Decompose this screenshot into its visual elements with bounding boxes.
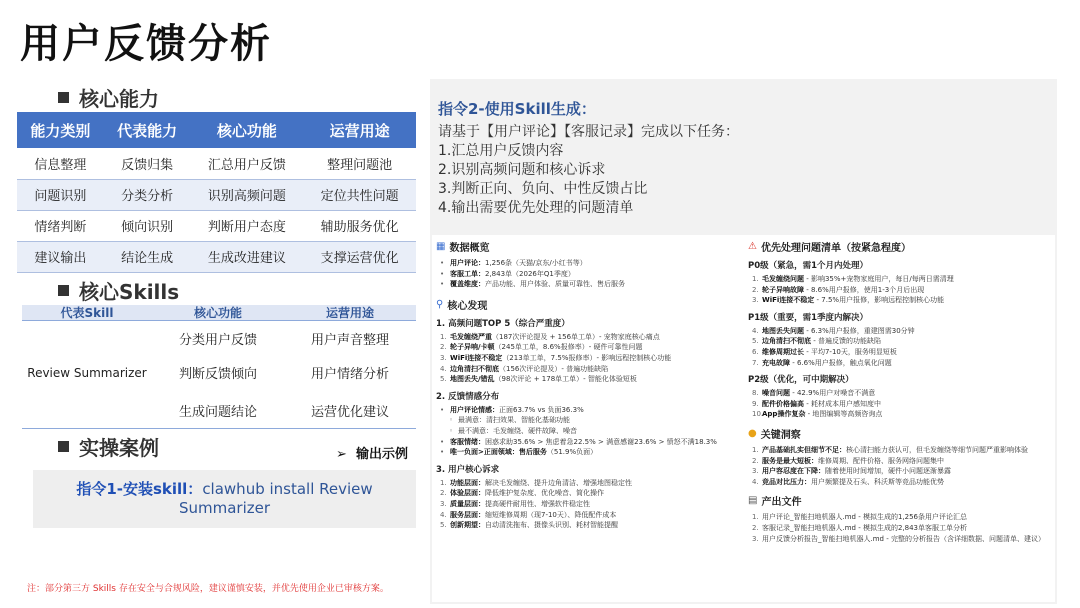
demand-heading: 3. 用户核心诉求 xyxy=(436,464,500,475)
list-item: 5. 边角清扫不彻底 - 普遍反馈的功能缺陷 xyxy=(752,337,881,346)
table-row xyxy=(17,148,416,179)
arrow-bullet-icon: ➢ xyxy=(336,447,347,462)
table-cell: 信息整理 xyxy=(17,148,104,179)
table-cell: 判断反馈倾向 xyxy=(178,367,257,382)
prompt-line: 4.输出需要优先处理的问题清单 xyxy=(438,200,634,216)
table-row xyxy=(152,329,416,348)
compliance-note: 注：部分第三方 Skills 存在安全与合规风险，建议谨慎安装，并优先使用企业已审核方案。 xyxy=(27,584,389,594)
magnifier-icon: ⚲ xyxy=(436,298,444,310)
emotion-heading: 2. 反馈情感分布 xyxy=(436,391,500,402)
list-item: 1. 功能层面：解决毛发缠绕、提升边角清洁、增强地图稳定性 xyxy=(440,478,632,487)
skill-name-cell: Review Summarizer xyxy=(27,366,147,380)
list-item: 3. WiFi连接不稳定（213单工单，7.5%报修率）- 影响远程控制核心功能 xyxy=(440,353,672,362)
list-item: 4. 竞品对比压力：用户频繁提及石头、科沃斯等竞品功能优势 xyxy=(752,477,944,486)
table-cell: 生成问题结论 xyxy=(178,405,257,420)
table-cell: 倾向识别 xyxy=(104,210,191,241)
column-header: 运营用途 xyxy=(303,112,416,148)
list-item: 4. 边角清扫不彻底（156次评论提及）- 普遍功能缺陷 xyxy=(440,364,609,373)
section-heading-text: 核心能力 xyxy=(79,87,159,111)
list-item: 6. 维修周期过长 - 平均7-10天，服务明显短板 xyxy=(752,347,897,356)
file-icon: ▤ xyxy=(748,495,758,507)
priority-level-heading: P1级（重要，需1季度内解决） xyxy=(748,312,869,323)
column-header: 代表Skill xyxy=(60,306,114,320)
table-cell: 汇总用户反馈 xyxy=(190,148,303,179)
list-item: • 覆盖维度：产品功能、用户体验、质量可靠性、售后服务 xyxy=(440,280,625,289)
overview-heading xyxy=(436,239,736,254)
table-cell: 定位共性问题 xyxy=(303,179,416,210)
insights-heading xyxy=(748,426,1053,441)
list-item: 9. 配件价格偏高 - 耗材成本用户感知度中 xyxy=(752,399,881,408)
list-item: • 用户评论：1,256条（天猫/京东/小红书等） xyxy=(440,259,587,267)
section-heading-cases xyxy=(58,432,159,461)
table-header-row xyxy=(17,112,416,148)
top5-list xyxy=(436,332,736,385)
column-header: 代表能力 xyxy=(104,112,191,148)
list-item: 4. 服务层面：缩短维修周期（现7-10天）、降低配件成本 xyxy=(440,510,617,519)
table-cell: 情绪判断 xyxy=(17,210,104,241)
column-header: 运营用途 xyxy=(325,306,374,320)
prompt-line: 3.判断正向、负向、中性反馈占比 xyxy=(438,181,648,197)
list-item: 2. 体验层面：降低维护复杂度、优化噪音、简化操作 xyxy=(440,489,604,498)
capability-table xyxy=(17,112,416,273)
command-2-prompt xyxy=(438,98,858,218)
column-header: 核心功能 xyxy=(193,306,242,320)
list-item: • 客服工单：2,843单（2026年Q1季度） xyxy=(440,269,575,278)
output-example-text: 输出示例 xyxy=(355,447,408,462)
section-heading-text: 实操案例 xyxy=(79,436,159,460)
list-item: 3. WiFi连接不稳定 - 7.5%用户报修，影响远程控制核心功能 xyxy=(752,296,945,305)
list-item: 1. 产品基础扎实但细节不足：核心清扫能力获认可，但毛发缠绕等细节问题严重影响体验 xyxy=(752,445,1028,454)
priority-level-heading: P0级（紧急，需1个月内处理） xyxy=(748,261,869,271)
list-item: 10. App操作复杂 - 地图编辑等高频咨询点 xyxy=(752,410,883,419)
table-cell: 问题识别 xyxy=(17,179,104,210)
table-cell: 整理问题池 xyxy=(303,148,416,179)
demand-list xyxy=(436,478,736,531)
prompt-line: 2.识别高频问题和核心诉求 xyxy=(438,162,606,178)
table-cell: 用户声音整理 xyxy=(310,333,389,348)
lightbulb-icon: ● xyxy=(748,427,757,439)
table-row xyxy=(17,179,416,210)
table-cell: 反馈归集 xyxy=(104,148,191,179)
bar-chart-icon: ▦ xyxy=(436,241,446,252)
list-item: • 客服情绪：困惑求助35.6% > 焦虑着急22.5% > 满意感谢23.6% > 愤怒不满18.3% xyxy=(440,437,717,446)
files-heading xyxy=(748,493,1053,508)
section-heading-core-skills xyxy=(58,276,179,305)
column-header: 能力类别 xyxy=(17,112,104,148)
table-row xyxy=(17,210,416,241)
top5-heading: 1. 高频问题TOP 5（综合严重度） xyxy=(436,318,570,329)
section-heading-core-ability xyxy=(58,83,159,112)
list-item: 3. 用户容忍度在下降：随着使用时间增加，硬件小问题逐渐暴露 xyxy=(752,467,951,476)
priority-heading xyxy=(748,239,1053,254)
table-cell: 支撑运营优化 xyxy=(303,241,416,272)
heading-text: 核心发现 xyxy=(447,300,488,312)
prompt-line: 1.汇总用户反馈内容 xyxy=(438,143,564,159)
table-cell: 辅助服务优化 xyxy=(303,210,416,241)
report-right-column xyxy=(748,235,1053,544)
list-item: 5. 地图丢失/错乱（98次评论 + 178单工单）- 智能化体验短板 xyxy=(440,375,637,384)
list-item: 2. 轮子异响故障 - 8.6%用户报修，使用1-3个月后出现 xyxy=(752,285,925,294)
table-cell: 结论生成 xyxy=(104,241,191,272)
command-1-text: clawhub install Review Summarizer xyxy=(178,480,373,517)
table-row xyxy=(17,241,416,272)
list-item: 2. 服务是最大短板：维修周期、配件价格、服务网络问题集中 xyxy=(752,456,944,465)
table-divider xyxy=(22,428,416,429)
command-2-title: 指令2-使用Skill生成： xyxy=(438,100,596,118)
table-cell: 分类分析 xyxy=(104,179,191,210)
heading-text: 关键洞察 xyxy=(760,429,801,441)
table-cell: 判断用户态度 xyxy=(190,210,303,241)
table-cell: 用户情绪分析 xyxy=(310,367,389,382)
analysis-report xyxy=(432,235,1055,602)
command-1-prefix: 指令1-安装skill： xyxy=(76,480,203,498)
list-item: 2. 客服记录_智能扫地机器人.md - 模拟生成的2,843单客服工单分析 xyxy=(752,523,968,532)
list-item: 1. 毛发缠绕问题 - 影响35%+宠物家庭用户，每日/每两日需清理 xyxy=(752,275,954,283)
heading-text: 数据概览 xyxy=(449,243,490,254)
list-item: 3. 用户反馈分析报告_智能扫地机器人.md - 完整的分析报告（含详细数据、问题清单、建议） xyxy=(752,534,1045,543)
square-bullet-icon xyxy=(58,285,69,296)
heading-text: 产出文件 xyxy=(761,497,802,509)
table-cell: 建议输出 xyxy=(17,241,104,272)
list-item: • 唯一负面>正面领域：售后服务（51.9%负面） xyxy=(440,448,598,457)
section-heading-text: 核心Skills xyxy=(79,280,180,304)
table-row xyxy=(152,363,416,382)
table-cell: 分类用户反馈 xyxy=(178,333,257,348)
warning-icon: ⚠ xyxy=(748,241,757,252)
table-cell: 识别高频问题 xyxy=(190,179,303,210)
prompt-line: 请基于【用户评论】【客服记录】完成以下任务： xyxy=(438,124,739,140)
command-1-box xyxy=(33,470,416,528)
report-left-column xyxy=(436,235,736,531)
table-cell: 生成改进建议 xyxy=(190,241,303,272)
list-item: 3. 质量层面：提高硬件耐用性、增强软件稳定性 xyxy=(440,499,590,508)
square-bullet-icon xyxy=(58,92,69,103)
emotion-list xyxy=(436,405,736,458)
table-row xyxy=(152,401,416,420)
output-example-label xyxy=(336,443,408,462)
skills-table-header xyxy=(22,305,416,321)
square-bullet-icon xyxy=(58,441,69,452)
list-item: 1. 毛发缠绕严重（187次评论提及 + 156单工单）- 宠物家庭核心痛点 xyxy=(440,332,660,341)
list-item: ◦ 最满意：清扫效果、智能化基础功能 xyxy=(449,416,570,425)
list-item: • 用户评论情感：正面63.7% vs 负面36.3% xyxy=(440,405,584,414)
findings-heading xyxy=(436,297,736,312)
list-item: 5. 创新期望：自动清洗拖布、摄像头识别、耗材智能提醒 xyxy=(440,521,618,530)
column-header: 核心功能 xyxy=(190,112,303,148)
list-item: 8. 噪音问题 - 42.9%用户对噪音不满意 xyxy=(752,389,876,398)
page-title: 用户反馈分析 xyxy=(20,21,272,67)
list-item: ◦ 最不满意：毛发缠绕、硬件故障、噪音 xyxy=(449,426,577,435)
list-item: 7. 充电故障 - 6.6%用户报修，触点氧化问题 xyxy=(752,358,892,367)
priority-level-heading: P2级（优化，可中期解决） xyxy=(748,375,854,386)
heading-text: 优先处理问题清单（按紧急程度） xyxy=(760,243,911,254)
list-item: 1. 用户评论_智能扫地机器人.md - 模拟生成的1,256条用户评论汇总 xyxy=(752,513,968,522)
list-item: 2. 轮子异响/卡顿（245单工单，8.6%报修率）- 硬件可靠性问题 xyxy=(440,343,643,352)
overview-list xyxy=(436,258,736,290)
list-item: 4. 地图丢失问题 - 6.3%用户报修，重建图需30分钟 xyxy=(752,326,915,335)
table-cell: 运营优化建议 xyxy=(310,405,389,420)
